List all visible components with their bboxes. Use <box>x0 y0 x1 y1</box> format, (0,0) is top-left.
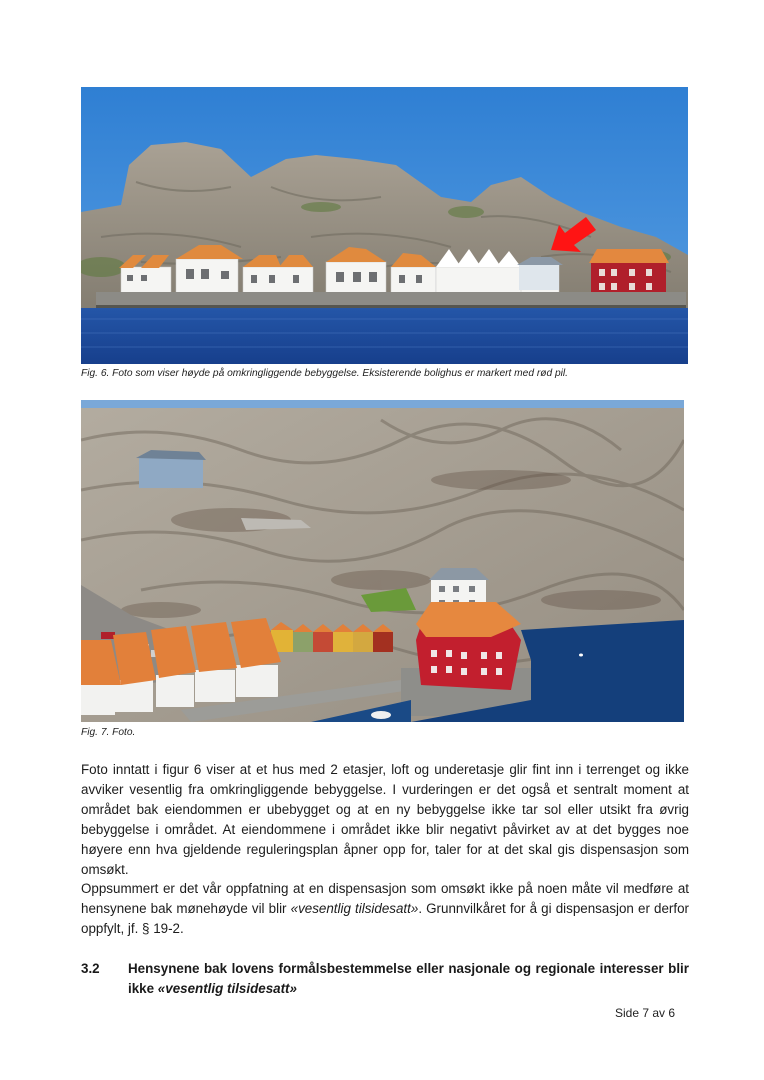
paragraph-2-text-before: Oppsummert er det vår oppfatning at en dispensasjon som omsøkt ikke på noen måte vil medføre at hensynene bak mønehøyde vil blir <box>81 881 689 916</box>
figure-7-photo <box>81 400 684 722</box>
red-quay-house <box>416 602 521 690</box>
red-house <box>589 249 669 297</box>
harbor-photo-image <box>81 87 688 364</box>
body-paragraph-2 <box>81 879 689 939</box>
figure-6-caption: Fig. 6. Foto som viser høyde på omkringliggende bebyggelse. Eksisterende bolighus er markert med rød pil. <box>81 368 568 379</box>
section-title: Hensynene bak lovens formålsbestemmelse eller nasjonale og regionale interesser blir ikke <box>128 961 689 996</box>
section-number: 3.2 <box>81 961 100 976</box>
aerial-photo-image <box>81 400 684 722</box>
paragraph-2-text-after: . Grunnvilkåret for å gi dispensasjon er derfor oppfylt, jf. § 19-2. <box>81 901 689 936</box>
paragraph-2-emphasis: «vesentlig tilsidesatt» <box>290 901 419 916</box>
figure-7-caption: Fig. 7. Foto. <box>81 727 136 738</box>
page-number-footer: Side 7 av 6 <box>615 1006 676 1020</box>
section-title-emphasis: «vesentlig tilsidesatt» <box>157 981 297 996</box>
section-heading-3-2 <box>81 959 689 999</box>
figure-6-photo <box>81 87 688 364</box>
body-paragraph-1: Foto inntatt i figur 6 viser at et hus med 2 etasjer, loft og underetasje glir fint inn i terrenget og ikke avviker vesentlig fra omkringliggende bebyggelse. I vurderingen er det også et sentralt moment at området bak eiendommen er ubebygget og at en ny bebyggelse ikke tar sol eller utsikt fra øvrig bebyggelse i området. At eiendommene i området ikke blir negativt påvirket av at det bygges noe høyere enn hva gjeldende reguleringsplan åpner opp for, taler for at det skal gis dispensasjon som omsøkt. <box>81 762 689 877</box>
